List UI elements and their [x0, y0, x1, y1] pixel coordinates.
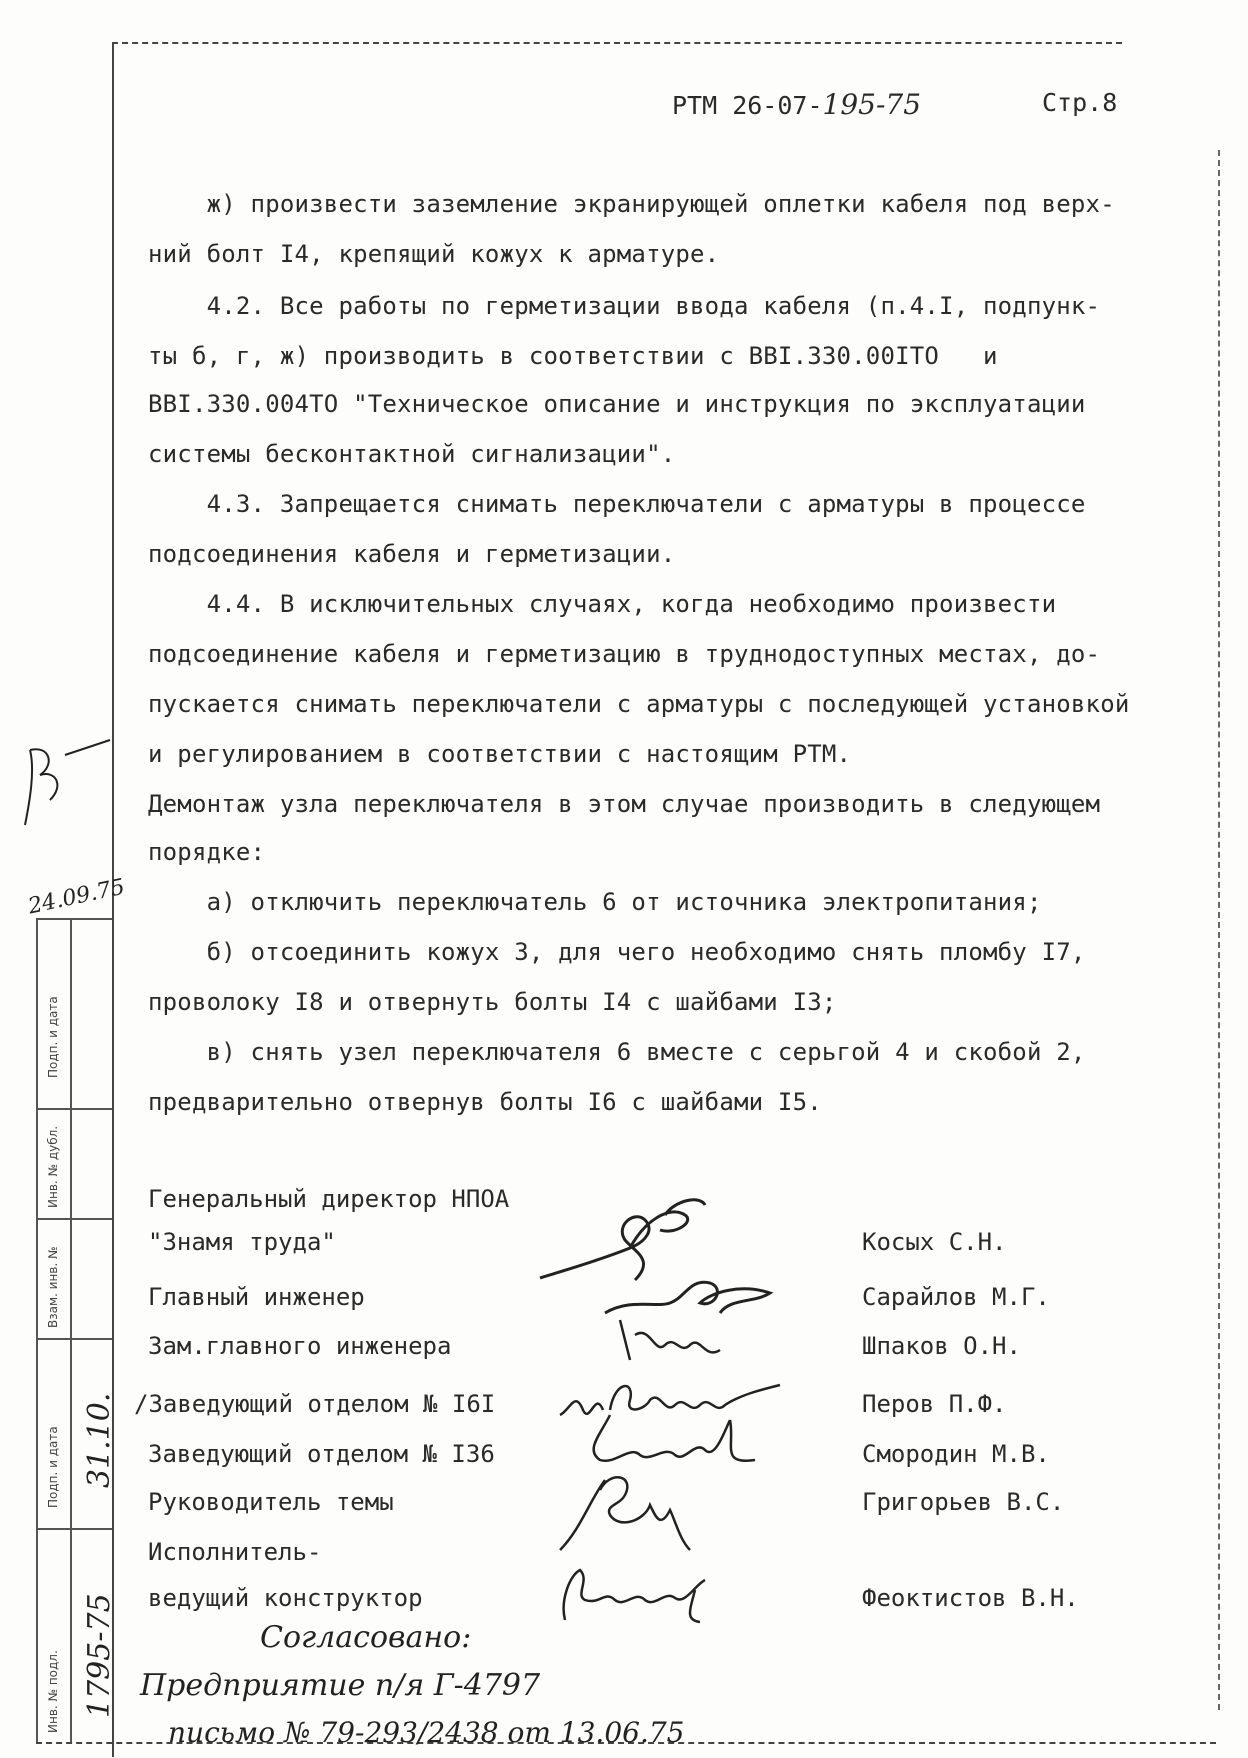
signatory-title: "Знамя труда" [148, 1228, 336, 1256]
body-line: подсоединения кабеля и герметизации. [148, 540, 676, 568]
body-line: системы бесконтактной сигнализации". [148, 440, 676, 468]
stamp-label: Инв. № дубл. [46, 1125, 60, 1208]
body-line: проволоку I8 и отвернуть болты I4 с шайбами I3; [148, 988, 837, 1016]
document-code [672, 88, 921, 121]
signatory-name: Косых С.Н. [862, 1228, 1007, 1256]
document-code-handwritten: 195-75 [822, 88, 922, 121]
body-line: подсоединение кабеля и герметизацию в труднодоступных местах, до- [148, 640, 1101, 668]
signatory-title: Заведующий отделом № I36 [148, 1440, 495, 1468]
body-line: 4.3. Запрещается снимать переключатели с арматуры в процессе [148, 490, 1086, 518]
signatory-title: Руководитель темы [148, 1488, 394, 1516]
signatory-title: Генеральный директор НПОА [148, 1185, 510, 1213]
signatory-title: Исполнитель- [148, 1538, 322, 1566]
body-line: Демонтаж узла переключателя в этом случае производить в следующем [148, 790, 1101, 818]
body-line: пускается снимать переключатели с арматуры с последующей установкой [148, 690, 1130, 718]
signature-deputy-chief [610, 1310, 730, 1370]
signature-topic-lead [550, 1460, 700, 1560]
body-line: в) снять узел переключателя 6 вместе с серьгой 4 и скобой 2, [148, 1038, 1086, 1066]
margin-date: 24.09.75 [26, 874, 128, 920]
body-line: б) отсоединить кожух 3, для чего необходимо снять пломбу I7, [148, 938, 1086, 966]
body-line: ж) произвести заземление экранирующей оплетки кабеля под верх- [148, 190, 1115, 218]
archive-stamp-box [36, 918, 117, 1742]
stamp-label: Подп. и дата [46, 1426, 60, 1508]
frame-top-border [112, 42, 1122, 44]
stamp-label: Инв. № подл. [46, 1650, 60, 1733]
stamp-date-value: 31.10. [82, 1392, 117, 1488]
body-line: ты б, г, ж) производить в соответствии с ВВI.330.00IТО и [148, 342, 998, 370]
signatory-name: Сарайлов М.Г. [862, 1283, 1050, 1311]
body-line: ВВI.330.004ТО "Техническое описание и инструкция по эксплуатации [148, 390, 1086, 418]
signatory-title: Зам.главного инженера [148, 1332, 452, 1360]
body-line: и регулированием в соответствии с настоящим РТМ. [148, 740, 852, 768]
signatory-name: Смородин М.В. [862, 1440, 1050, 1468]
agreement-letter: письмо № 79-293/2438 от 13.06.75 [168, 1716, 685, 1749]
body-line: порядке: [148, 838, 266, 866]
signature-executor [545, 1560, 715, 1630]
signatory-name: Григорьев В.С. [862, 1488, 1065, 1516]
agreement-enterprise: Предприятие п/я Г-4797 [140, 1668, 541, 1703]
stamp-inventory-value: 1795-75 [82, 1593, 117, 1718]
signatory-name: Шпаков О.Н. [862, 1332, 1021, 1360]
page-number: Стр.8 [1042, 88, 1118, 117]
body-line: а) отключить переключатель 6 от источника электропитания; [148, 888, 1042, 916]
body-line: 4.4. В исключительных случаях, когда необходимо произвести [148, 590, 1057, 618]
signatory-title: /Заведующий отделом № I6I [134, 1390, 496, 1418]
body-line: ний болт I4, крепящий кожух к арматуре. [148, 240, 720, 268]
stamp-label: Взам. инв. № [46, 1246, 60, 1328]
body-line: предварительно отвернув болты I6 с шайбами I5. [148, 1088, 822, 1116]
signatory-name: Перов П.Ф. [862, 1390, 1007, 1418]
margin-signature [10, 730, 120, 850]
agreement-heading: Согласовано: [260, 1620, 472, 1655]
signatory-title: ведущий конструктор [148, 1584, 423, 1612]
frame-right-border [1218, 150, 1220, 1710]
stamp-label: Подп. и дата [46, 996, 60, 1078]
document-code-prefix: РТМ 26-07- [672, 91, 823, 120]
body-line: 4.2. Все работы по герметизации ввода кабеля (п.4.I, подпунк- [148, 292, 1101, 320]
signatory-name: Феоктистов В.Н. [862, 1584, 1079, 1612]
signatory-title: Главный инженер [148, 1283, 365, 1311]
